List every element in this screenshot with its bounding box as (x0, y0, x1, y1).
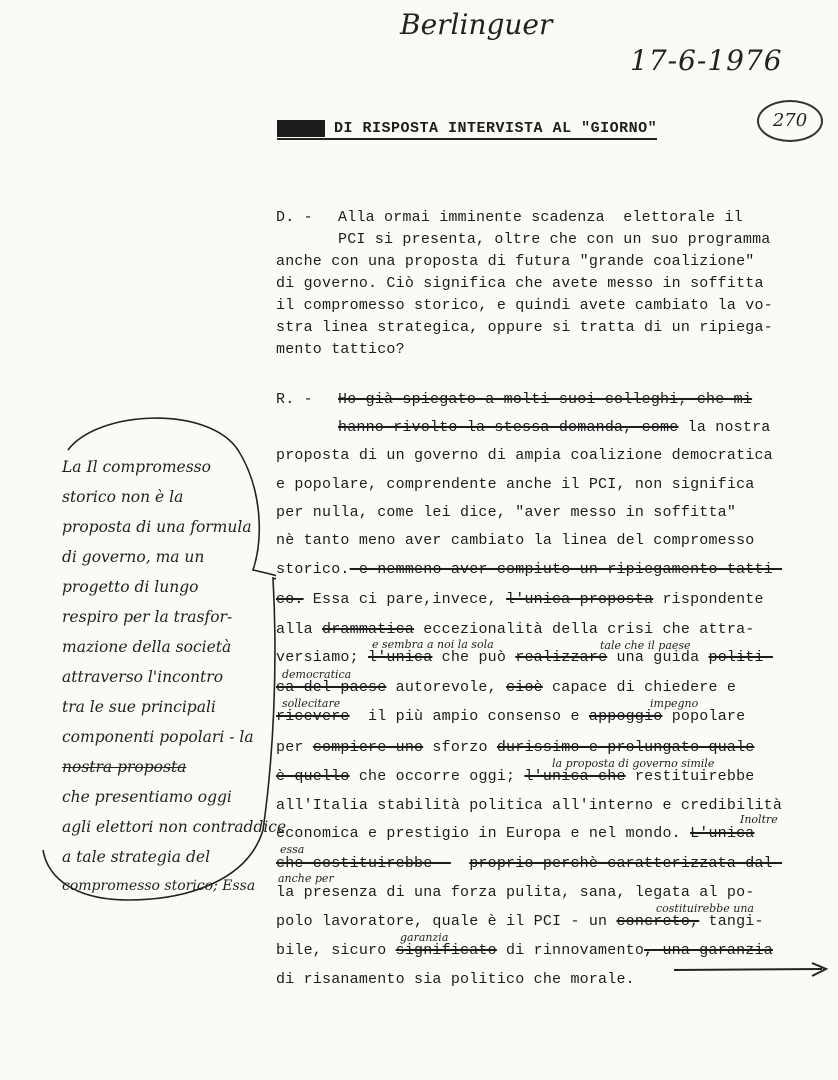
author-name-handwritten: Berlinguer (400, 8, 553, 41)
margin-note (38, 410, 287, 905)
insertion-11: garanzia (400, 931, 449, 944)
margin-line-6: respiro per la trasfor- (62, 608, 233, 626)
answer-line-17: che costituirebbe - proprio perchè caratterizzata dal- (276, 855, 783, 872)
answer-line-21: di risanamento sia politico che morale. (276, 971, 635, 988)
insertion-6: la proposta di governo simile (552, 757, 715, 770)
insertion-9: anche per (278, 872, 334, 885)
answer-label: R. - (276, 391, 313, 408)
answer-line-3: proposta di un governo di ampia coalizione democratica (276, 447, 773, 464)
page-number-circled: 270 (757, 100, 823, 142)
answer-line-14: è quello che occorre oggi; l'unica che restituirebbe (276, 768, 755, 785)
heading-title: DI RISPOSTA INTERVISTA AL "GIORNO" (334, 120, 658, 137)
insertion-5: impegno (650, 697, 699, 710)
answer-line-13: per compiere uno sforzo durissimo e prolungato quale (276, 739, 755, 756)
date-handwritten: 17-6-1976 (630, 44, 783, 77)
margin-line-8: attraverso l'incontro (62, 668, 224, 686)
heading-crossed-word: TESTO (277, 120, 325, 137)
document-heading (277, 120, 657, 140)
margin-line-3: proposta di una formula (62, 518, 252, 536)
answer-line-7: storico. e nemmeno aver compiuto un ripiegamento tatti- (276, 561, 783, 578)
margin-line-4: di governo, ma un (62, 548, 205, 566)
answer-line-8: co. Essa ci pare,invece, l'unica proposta rispondente (276, 591, 764, 608)
answer-line-4: e popolare, comprendente anche il PCI, non significa (276, 476, 755, 493)
question-line-2: PCI si presenta, oltre che con un suo programma (338, 231, 771, 248)
insertion-3: democratica (282, 668, 352, 681)
answer-line-19: polo lavoratore, quale è il PCI - un concreto, tangi- (276, 913, 764, 930)
insertion-8: essa (280, 843, 305, 856)
answer-line-12: ricevere il più ampio consenso e appoggio popolare (276, 708, 746, 725)
question-line-3: anche con una proposta di futura "grande coalizione" (276, 253, 755, 270)
insertion-7: Inoltre (740, 813, 778, 826)
answer-line-2: hanno rivolto la stessa domanda, come la nostra (338, 419, 771, 436)
margin-line-15: compromesso storico; Essa (62, 878, 256, 894)
margin-line-9: tra le sue principali (62, 698, 216, 716)
answer-line-9: alla drammatica eccezionalità della crisi che attra- (276, 621, 755, 638)
answer-line-6: nè tanto meno aver cambiato la linea del compromesso (276, 532, 755, 549)
continuation-arrow-icon (672, 960, 832, 980)
insertion-1: e sembra a noi la sola (372, 638, 494, 651)
insertion-4: sollecitare (282, 697, 341, 710)
margin-line-2: storico non è la (62, 488, 184, 506)
answer-line-5: per nulla, come lei dice, "aver messo in soffitta" (276, 504, 737, 521)
margin-line-11: nostra proposta (62, 758, 187, 776)
margin-line-10: componenti popolari - la (62, 728, 254, 746)
question-label: D. - (276, 209, 313, 226)
margin-line-5: progetto di lungo (62, 578, 199, 596)
question-line-7: mento tattico? (276, 341, 405, 358)
answer-line-20: bile, sicuro significato di rinnovamento, una garanzia (276, 942, 773, 959)
margin-line-12: che presentiamo oggi (62, 788, 232, 806)
question-line-1: Alla ormai imminente scadenza elettorale il (338, 209, 743, 226)
margin-line-14: a tale strategia del (62, 848, 211, 866)
insertion-2: tale che il paese (600, 639, 691, 652)
answer-line-1: Ho già spiegato a molti suoi colleghi, che mi (338, 391, 753, 408)
margin-line-7: mazione della società (62, 638, 232, 656)
answer-line-15: all'Italia stabilità politica all'interno e credibilità (276, 797, 783, 814)
answer-line-18: la presenza di una forza pulita, sana, legata al po- (276, 884, 755, 901)
answer-line-11: ca del paese autorevole, cioè capace di chiedere e (276, 679, 737, 696)
question-line-5: il compromesso storico, e quindi avete cambiato la vo- (276, 297, 773, 314)
margin-line-1: La Il compromesso (62, 458, 211, 476)
question-line-4: di governo. Ciò significa che avete messo in soffitta (276, 275, 764, 292)
answer-line-10: versiamo; l'unica che può realizzare una guida politi- (276, 649, 773, 666)
answer-line-16: economica e prestigio in Europa e nel mondo. L'unica (276, 825, 755, 842)
question-line-6: stra linea strategica, oppure si tratta di un ripiega- (276, 319, 773, 336)
margin-line-13: agli elettori non contraddice (62, 818, 287, 836)
insertion-10: costituirebbe una (656, 902, 754, 915)
